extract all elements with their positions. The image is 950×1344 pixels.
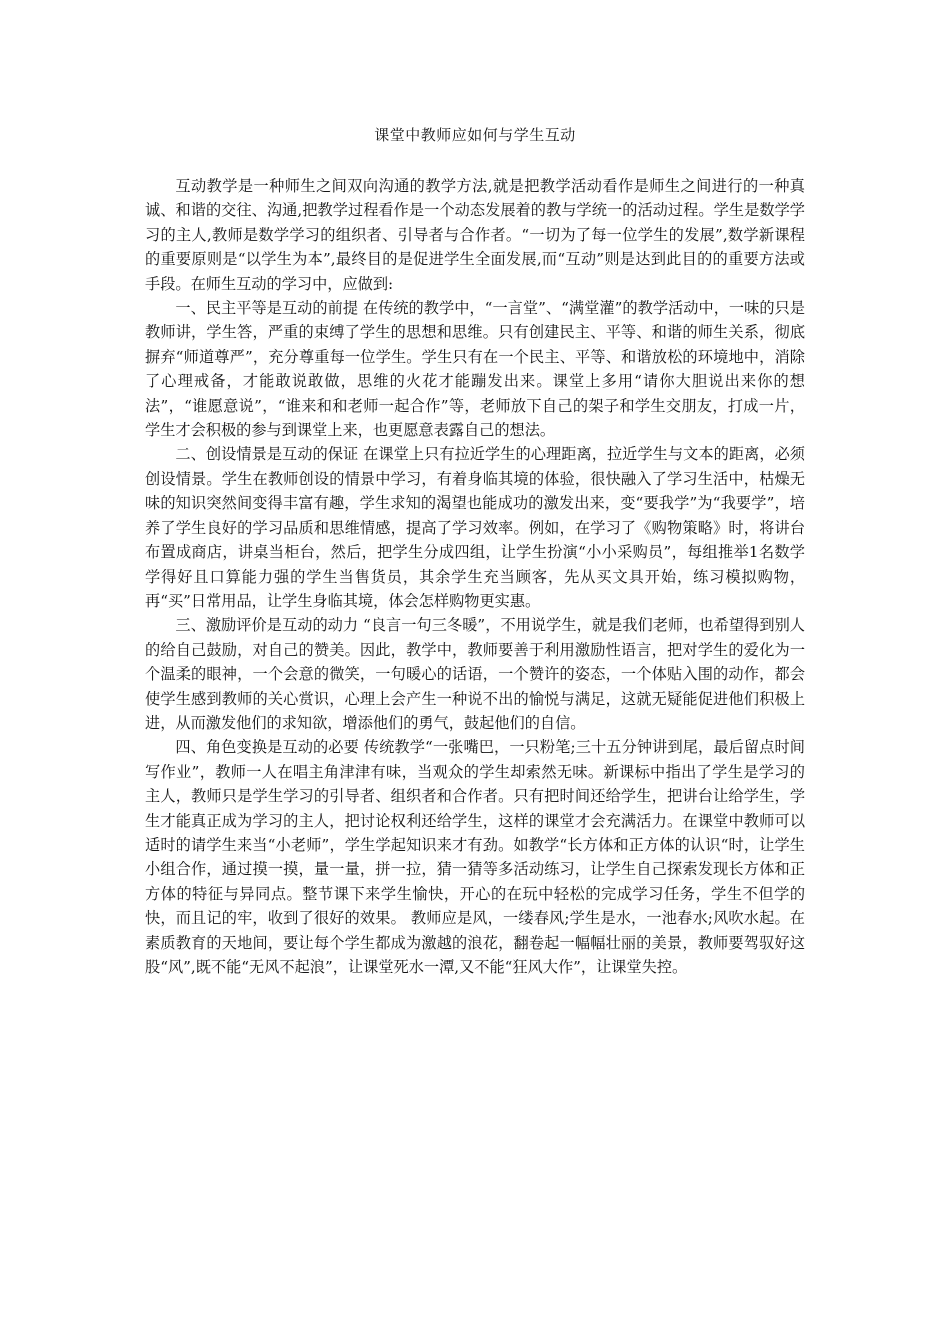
paragraph-section-2: 二、创设情景是互动的保证 在课堂上只有拉近学生的心理距离，拉近学生与文本的距离，必须创设情景。学生在教师创设的情景中学习，有着身临其境的体验，很快融入了学习生活中，枯燥无味的知识突然间变得丰富有趣，学生求知的渴望也能成功的激发出来，变“要我学”为“我要学”，培养了学生良好的学习品质和思维情感，提高了学习效率。例如，在学习了《购物策略》时，将讲台布置成商店，讲桌当柜台，然后，把学生分成四组，让学生扮演“小小采购员”，每组推举1名数学学得好且口算能力强的学生当售货员，其余学生充当顾客，先从买文具开始，练习模拟购物，再“买”日常用品，让学生身临其境，体会怎样购物更实惠。	[145, 445, 805, 610]
document-title: 课堂中教师应如何与学生互动	[374, 126, 576, 144]
document-body	[145, 174, 805, 979]
paragraph-section-4: 四、角色变换是互动的必要 传统教学“一张嘴巴，一只粉笔;三十五分钟讲到尾，最后留点时间写作业”，教师一人在唱主角津津有味，当观众的学生却索然无味。新课标中指出了学生是学习的主人，教师只是学生学习的引导者、组织者和合作者。只有把时间还给学生，把讲台让给学生，学生才能真正成为学习的主人，把讨论权利还给学生，这样的课堂才会充满活力。在课堂中教师可以适时的请学生来当“小老师”，学生学起知识来才有劲。如教学“长方体和正方体的认识“时，让学生小组合作，通过摸一摸，量一量，拼一拉，猜一猜等多活动练习，让学生自己探索发现长方体和正方体的特征与异同点。整节课下来学生愉快，开心的在玩中轻松的完成学习任务，学生不但学的快，而且记的牢，收到了很好的效果。 教师应是风，一缕春风;学生是水，一池春水;风吹水起。在素质教育的天地间，要让每个学生都成为激越的浪花，翻卷起一幅幅壮丽的美景，教师要驾驭好这股“风”,既不能“无风不起浪”，让课堂死水一潭,又不能“狂风大作”，让课堂失控。	[145, 738, 805, 976]
paragraph-section-1: 一、民主平等是互动的前提 在传统的教学中，“一言堂”、“满堂灌”的教学活动中，一味的只是教师讲，学生答，严重的束缚了学生的思想和思维。只有创建民主、平等、和谐的师生关系，彻底摒弃“师道尊严”，充分尊重每一位学生。学生只有在一个民主、平等、和谐放松的环境地中，消除了心理戒备，才能敢说敢做，思维的火花才能蹦发出来。课堂上多用“请你大胆说出来你的想法”，“谁愿意说”，“谁来和和老师一起合作”等，老师放下自己的架子和学生交朋友，打成一片，学生才会积极的参与到课堂上来，也更愿意表露自己的想法。	[145, 299, 805, 440]
paragraph-intro: 互动教学是一种师生之间双向沟通的教学方法,就是把教学活动看作是师生之间进行的一种真诚、和谐的交往、沟通,把教学过程看作是一个动态发展着的教与学统一的活动过程。学生是数学学习的主人,教师是数学学习的组织者、引导者与合作者。“一切为了每一位学生的发展”,数学新课程的重要原则是“以学生为本”,最终目的是促进学生全面发展,而“互动”则是达到此目的的重要方法或手段。在师生互动的学习中，应做到:	[145, 177, 805, 293]
paragraph-section-3: 三、激励评价是互动的动力 “良言一句三冬暖”，不用说学生，就是我们老师，也希望得到别人的给自己鼓励，对自己的赞美。因此，教学中，教师要善于利用激励性语言，把对学生的爱化为一个温柔的眼神，一个会意的微笑，一句暖心的话语，一个赞许的姿态，一个体贴入围的动作，都会使学生感到教师的关心赏识，心理上会产生一种说不出的愉悦与满足，这就无疑能促进他们积极上进，从而激发他们的求知欲，增添他们的勇气，鼓起他们的自信。	[145, 616, 805, 732]
